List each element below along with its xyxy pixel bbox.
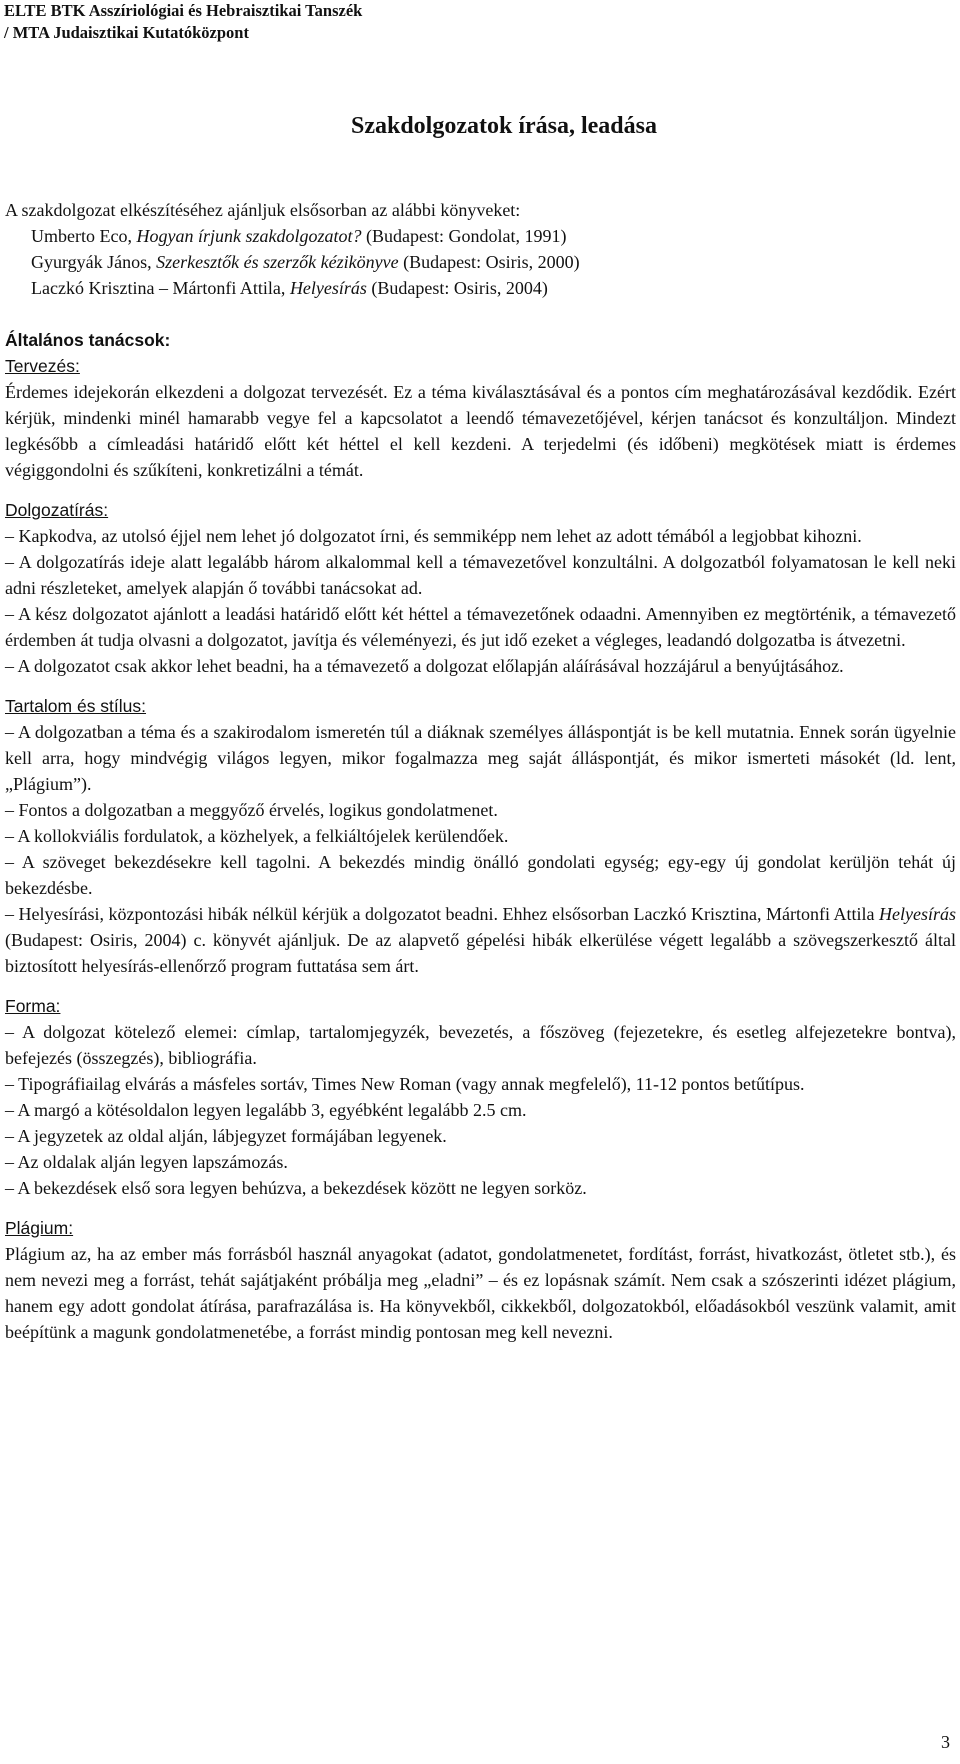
form-item: – Az oldalak alján legyen lapszámozás. [5, 1152, 288, 1172]
content-style-item: – Fontos a dolgozatban a meggyőző érvelés, logikus gondolatmenet. [5, 800, 498, 820]
general-advice-heading: Általános tanácsok: [5, 330, 171, 350]
reference-item: Gyurgyák János, Szerkesztők és szerzők kézikönyve (Budapest: Osiris, 2000) [31, 252, 580, 272]
writing-item: – A dolgozatot csak akkor lehet beadni, ha a témavezető a dolgozat előlapján aláírásával hozzájárul a benyújtásához. [5, 656, 844, 676]
form-item: – A margó a kötésoldalon legyen legalább 3, egyébként legalább 2.5 cm. [5, 1100, 527, 1120]
writing-item: – Kapkodva, az utolsó éjjel nem lehet jó dolgozatot írni, és semmiképp nem lehet az adott témából a legjobbat kihozni. [5, 526, 862, 546]
writing-item: – A dolgozatírás ideje alatt legalább három alkalommal kell a témavezetővel konzultálni. A dolgozatból folyamatosan le kell neki adni részleteket, amelyek alapján ő további tanácsokat ad. [5, 552, 956, 598]
form-item: – A jegyzetek az oldal alján, lábjegyzet formájában legyenek. [5, 1126, 447, 1146]
content-style-item: – A kollokviális fordulatok, a közhelyek, a felkiáltójelek kerülendőek. [5, 826, 509, 846]
content-style-item: – A dolgozatban a téma és a szakirodalom ismeretén túl a diáknak személyes álláspontját is be kell mutatnia. Ennek során ügyelnie kell arra, hogy mindvégig világos legyen, mikor fogalmazza meg saját álláspontját, és mikor ismerteti másokét (ld. lent, „Plágium”). [5, 722, 956, 794]
reference-item: Umberto Eco, Hogyan írjunk szakdolgozatot? (Budapest: Gondolat, 1991) [31, 226, 567, 246]
writing-item: – A kész dolgozatot ajánlott a leadási határidő előtt két héttel a témavezetőnek odaadni. Amennyiben ez megtörténik, a témavezető érdemben át tudja olvasni a dolgozatot, javítja és véleményezi, és jut idő ezeket a végleges, leadandó dolgozatba is átvezetni. [5, 604, 956, 650]
content-style-item: – A szöveget bekezdésekre kell tagolni. A bekezdés mindig önálló gondolati egység; egy-egy új gondolat kerüljön tehát új bekezdésbe. [5, 852, 956, 898]
plagiarism-heading: Plágium: [5, 1218, 74, 1238]
writing-heading: Dolgozatírás: [5, 500, 109, 520]
planning-paragraph: Érdemes idejekorán elkezdeni a dolgozat tervezését. Ez a téma kiválasztásával és a pontos cím meghatározásával kezdődik. Ezért kérjük, mindenki minél hamarabb vegye fel a kapcsolatot a leendő témavezetőjével, kérjen tanácsot és konzultáljon. Mindezt legkésőbb a címleadási határidő előtt két héttel el kell kezdeni. A terjedelmi (és időbeni) megkötések miatt is érdemes végiggondolni és szűkíteni, konkretizálni a témát. [5, 382, 956, 480]
reference-item: Laczkó Krisztina – Mártonfi Attila, Helyesírás (Budapest: Osiris, 2004) [31, 278, 548, 298]
spelling-item: – Helyesírási, központozási hibák nélkül kérjük a dolgozatot beadni. Ehhez elsősorban Laczkó Krisztina, Mártonfi Attila Helyesírás (Budapest: Osiris, 2004) c. könyvét ajánljuk. De az alapvető gépelési hibák elkerülése végett legalább a szövegszerkesztő által biztosított helyesírás-ellenőrző program futtatása sem árt. [5, 904, 956, 976]
planning-heading: Tervezés: [5, 356, 80, 376]
page-number: 3 [941, 1732, 950, 1752]
form-heading: Forma: [5, 996, 61, 1016]
form-item: – A dolgozat kötelező elemei: címlap, tartalomjegyzék, bevezetés, a főszöveg (fejezetekre, és esetleg alfejezetekre bontva), befejezés (összegzés), bibliográfia. [5, 1022, 956, 1068]
document-body [5, 197, 956, 1345]
form-item: – Tipográfiailag elvárás a másfeles sortáv, Times New Roman (vagy annak megfelelő), 11-12 pontos betűtípus. [5, 1074, 805, 1094]
form-item: – A bekezdések első sora legyen behúzva, a bekezdések között ne legyen sorköz. [5, 1178, 587, 1198]
intro-paragraph: A szakdolgozat elkészítéséhez ajánljuk elsősorban az alábbi könyveket: [5, 200, 521, 220]
institution-line-2: / MTA Judaisztikai Kutatóközpont [4, 23, 249, 42]
institution-header [4, 0, 362, 44]
plagiarism-paragraph: Plágium az, ha az ember más forrásból használ anyagokat (adatot, gondolatmenetet, fordítást, forrást, hivatkozást, ötletet stb.), és nem nevezi meg a forrást, tehát sajátjaként próbálja meg „eladni” – és ez lopásnak számít. Nem csak a szószerinti idézet plágium, hanem egy adott gondolat átírása, parafrazálása is. Ha könyvekből, cikkekből, dolgozatokból, előadásokból veszünk valamit, amit beépítünk a magunk gondolatmenetébe, a forrást mindig pontosan meg kell nevezni. [5, 1244, 956, 1342]
institution-line-1: ELTE BTK Asszíriológiai és Hebraisztikai Tanszék [4, 1, 363, 20]
content-style-heading: Tartalom és stílus: [5, 696, 147, 716]
reference-list [5, 223, 956, 301]
document-title: Szakdolgozatok írása, leadása [350, 113, 657, 139]
